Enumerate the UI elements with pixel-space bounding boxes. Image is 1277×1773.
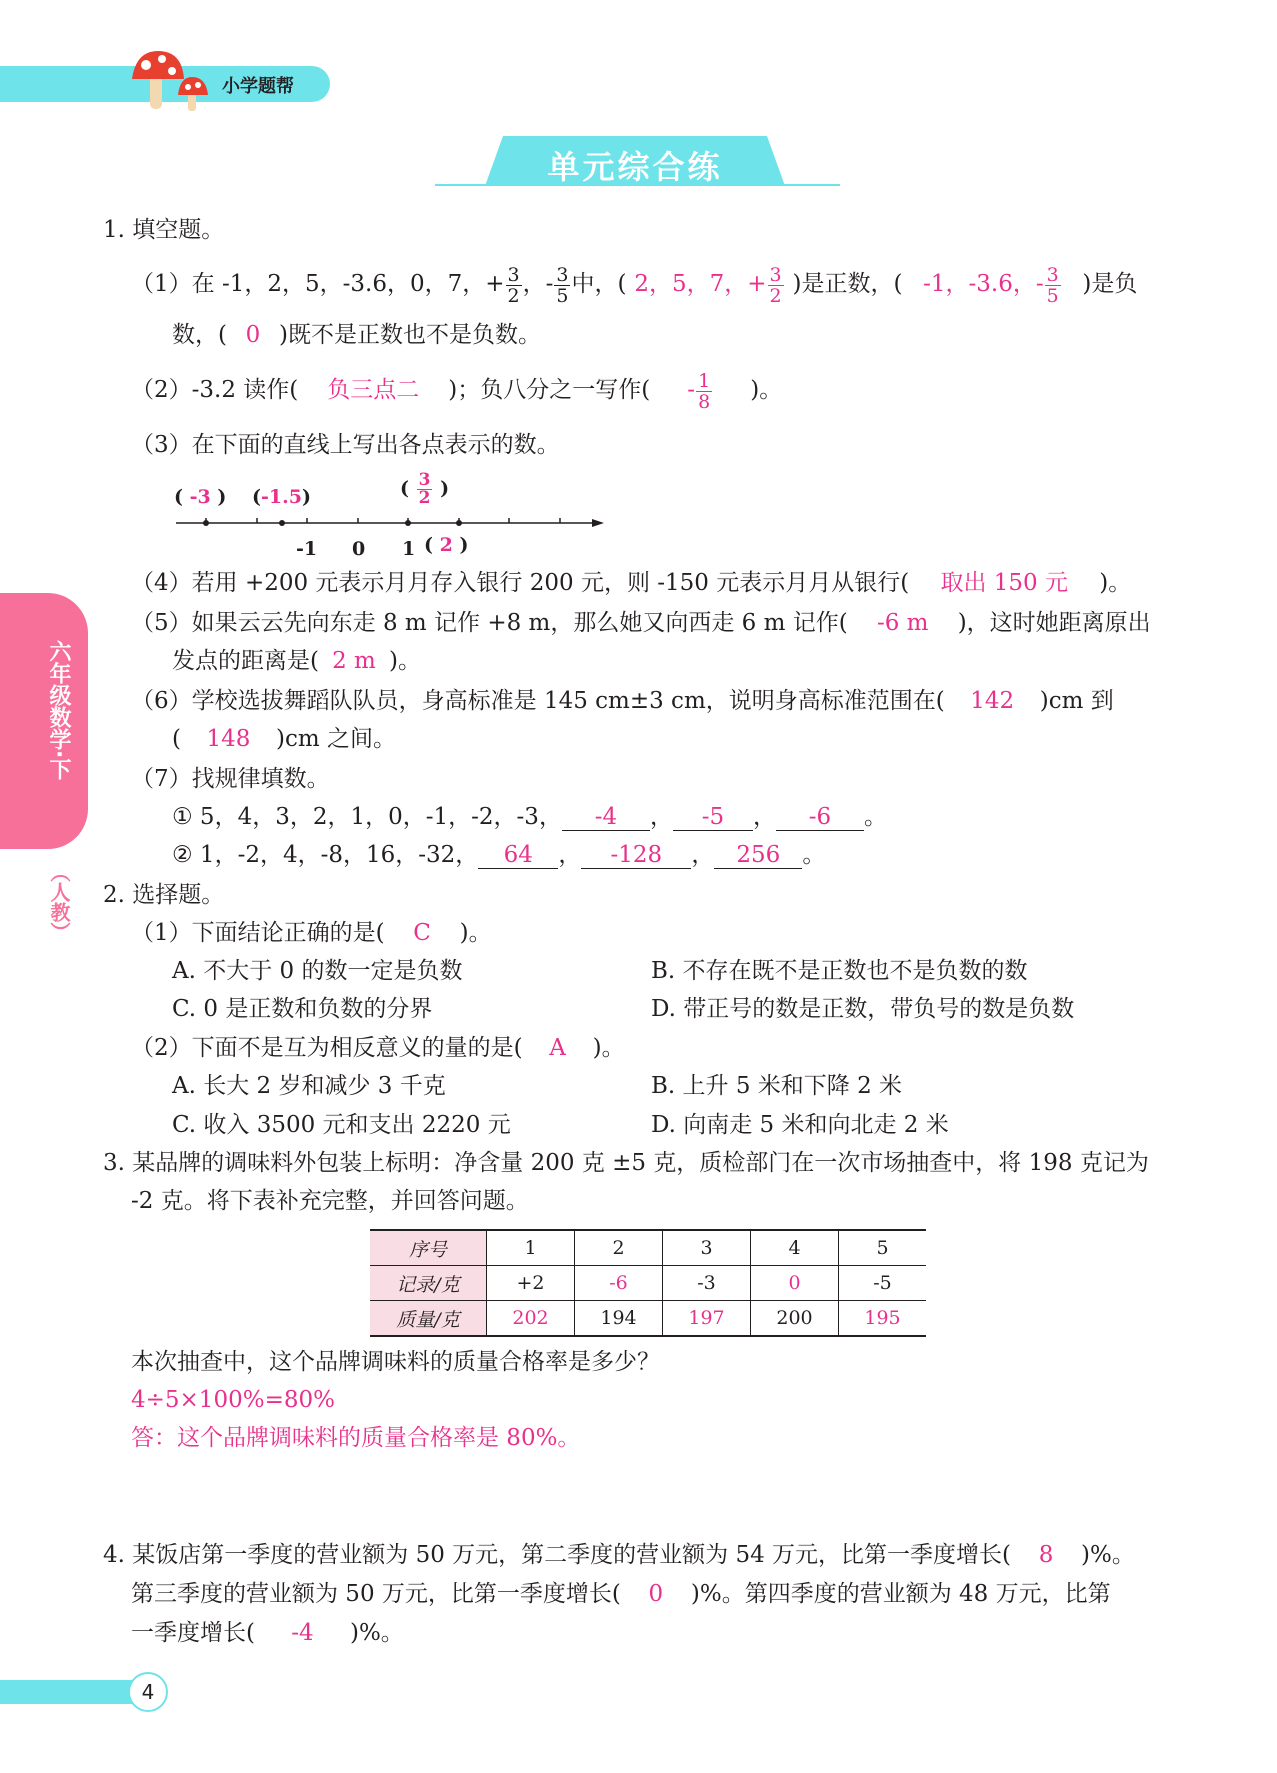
q1-p6-line2: ( 148 )cm 之间。 <box>172 726 396 752</box>
tick-label: -1 <box>296 538 318 560</box>
number-line <box>160 470 620 568</box>
answer-q2-c2: A <box>549 1035 566 1061</box>
section-title: 单元综合练 <box>547 148 723 186</box>
table-cell: +2 <box>487 1266 575 1301</box>
answer-q1-p6-min: 142 <box>970 688 1015 714</box>
fraction: $\frac{3}{2}$ <box>507 263 520 307</box>
q3-line2: -2 克。将下表补充完整，并回答问题。 <box>131 1188 529 1214</box>
table-cell: 3 <box>663 1230 751 1266</box>
q2-c2-option-a: A. 长大 2 岁和减少 3 千克 <box>172 1073 446 1099</box>
q2-c2-option-c: C. 收入 3500 元和支出 2220 元 <box>172 1112 511 1138</box>
q2-c1-option-d: D. 带正号的数是正数，带负号的数是负数 <box>651 996 1075 1022</box>
brand-label: 小学题帮 <box>222 76 294 97</box>
page-number: 4 <box>141 1680 155 1704</box>
answer-q4-1: 8 <box>1038 1542 1054 1568</box>
table-cell: 194 <box>575 1301 663 1337</box>
answer-seq1-3: -6 <box>776 804 864 831</box>
q2-c2-option-d: D. 向南走 5 米和向北走 2 米 <box>651 1112 949 1138</box>
answer-q2-c1: C <box>413 920 431 946</box>
table-cell-answer: 202 <box>487 1301 575 1337</box>
q1-p7-seq2: ② 1，-2，4，-8，16，-32， 64 ， -128 ， 256 。 <box>172 842 826 868</box>
table-cell: 1 <box>487 1230 575 1266</box>
q1-p1-line1: （1）在 -1，2，5，-3.6，0，7，+ $\frac{3}{2}$ ，- $\frac{3}{5}$ 中，( 2，5，7，+ $\frac{3}{2}$ )是正数，( -1，-3.6，- $\frac{3}{5}$ )是负 <box>131 263 1138 307</box>
q1-p3-text: （3）在下面的直线上写出各点表示的数。 <box>131 432 560 458</box>
answer-point-d: ( 2 ) <box>424 534 469 556</box>
q2-c1-stem: （1）下面结论正确的是( C )。 <box>131 920 492 946</box>
answer-q1-p5-record: -6 m <box>876 610 929 636</box>
table-cell-answer: 195 <box>839 1301 927 1337</box>
q1-p7-title: （7）找规律填数。 <box>131 766 330 792</box>
table-row <box>370 1266 926 1301</box>
bottom-cyan-bar <box>0 1680 140 1704</box>
answer-q4-2: 0 <box>648 1581 664 1607</box>
table-header: 记录/克 <box>370 1266 487 1301</box>
table-cell-answer: 0 <box>751 1266 839 1301</box>
answer-seq1-2: -5 <box>673 804 753 831</box>
table-cell: -5 <box>839 1266 927 1301</box>
q2-c2-stem: （2）下面不是互为相反意义的量的是( A )。 <box>131 1035 625 1061</box>
answer-q4-3: -4 <box>291 1620 314 1646</box>
q1-p1-line2: 数，( 0 )既不是正数也不是负数。 <box>172 322 541 348</box>
table-row <box>370 1230 926 1266</box>
q1-p6-line1: （6）学校选拔舞蹈队队员，身高标准是 145 cm±3 cm，说明身高标准范围在( 142 )cm 到 <box>131 688 1114 714</box>
q3-calc: 4÷5×100%=80% <box>131 1387 335 1413</box>
table-header: 质量/克 <box>370 1301 487 1337</box>
answer-q1-p2-read: 负三点二 <box>327 377 420 403</box>
q3-line1: 3. 某品牌的调味料外包装上标明：净含量 200 克 ±5 克，质检部门在一次市场抽查中，将 198 克记为 <box>103 1150 1149 1176</box>
table-cell: -3 <box>663 1266 751 1301</box>
answer-point-b: (-1.5) <box>252 486 311 508</box>
answer-q1-p1-positive: 2，5，7，+ $\frac{3}{2}$ <box>634 263 782 307</box>
q4-line2: 第三季度的营业额为 50 万元，比第一季度增长( 0 )%。第四季度的营业额为 48 万元，比第 <box>131 1581 1111 1607</box>
q1-p4: （4）若用 +200 元表示月月存入银行 200 元，则 -150 元表示月月从银行( 取出 150 元 )。 <box>131 570 1132 596</box>
side-tab-label: 六年级数学·下 <box>46 640 71 781</box>
answer-q1-p1-negative: -1，-3.6，- $\frac{3}{5}$ <box>923 263 1059 307</box>
quality-table <box>370 1229 926 1337</box>
fraction: $\frac{3}{5}$ <box>556 263 569 307</box>
table-cell: 5 <box>839 1230 927 1266</box>
side-tab-edition: （人教） <box>47 862 71 942</box>
q1-p2: （2）-3.2 读作( 负三点二 )；负八分之一写作( - $\frac{1}{8}$ )。 <box>131 369 783 413</box>
table-cell-answer: -6 <box>575 1266 663 1301</box>
answer-q1-p1-zero: 0 <box>245 322 261 348</box>
q2-c1-option-a: A. 不大于 0 的数一定是负数 <box>172 958 463 984</box>
q1-p5-line2: 发点的距离是( 2 m )。 <box>172 648 421 674</box>
answer-q1-p2-write: - $\frac{1}{8}$ <box>687 369 711 413</box>
answer-q1-p6-max: 148 <box>206 726 251 752</box>
q2-c2-option-b: B. 上升 5 米和下降 2 米 <box>651 1073 903 1099</box>
tick-label: 1 <box>402 538 416 560</box>
answer-q1-p4: 取出 150 元 <box>940 570 1068 596</box>
q1-p1-prefix: （1）在 -1，2，5，-3.6，0，7，+ <box>131 271 505 297</box>
mushroom-logo-icon <box>128 45 218 115</box>
q2-c1-option-b: B. 不存在既不是正数也不是负数的数 <box>651 958 1028 984</box>
answer-seq1-1: -4 <box>562 804 650 831</box>
table-cell-answer: 197 <box>663 1301 751 1337</box>
table-header: 序号 <box>370 1230 487 1266</box>
q4-line3: 一季度增长( -4 )%。 <box>131 1620 404 1646</box>
tick-label: 0 <box>352 538 366 560</box>
table-cell: 2 <box>575 1230 663 1266</box>
answer-seq2-2: -128 <box>581 842 691 869</box>
q1-title: 1. 填空题。 <box>103 217 225 243</box>
page-number-badge <box>128 1672 168 1712</box>
table-cell: 4 <box>751 1230 839 1266</box>
q2-c1-option-c: C. 0 是正数和负数的分界 <box>172 996 433 1022</box>
q1-p5-line1: （5）如果云云先向东走 8 m 记作 +8 m，那么她又向西走 6 m 记作( -6 m )，这时她距离原出 <box>131 610 1151 636</box>
answer-q1-p5-distance: 2 m <box>332 648 376 674</box>
q4-line1: 4. 某饭店第一季度的营业额为 50 万元，第二季度的营业额为 54 万元，比第一季度增长( 8 )%。 <box>103 1542 1135 1568</box>
q1-p7-seq1: ① 5，4，3，2，1，0，-1，-2，-3， -4 ， -5 ， -6 。 <box>172 804 887 830</box>
q3-question: 本次抽查中，这个品牌调味料的质量合格率是多少？ <box>131 1349 660 1375</box>
table-row <box>370 1301 926 1337</box>
q2-title: 2. 选择题。 <box>103 882 225 908</box>
answer-point-c: ( $\frac{3}{2}$ ) <box>400 470 450 508</box>
table-cell: 200 <box>751 1301 839 1337</box>
q3-answer: 答：这个品牌调味料的质量合格率是 80%。 <box>131 1425 581 1451</box>
answer-seq2-3: 256 <box>714 842 802 869</box>
answer-point-a: ( -3 ) <box>174 486 227 508</box>
answer-seq2-1: 64 <box>478 842 558 869</box>
